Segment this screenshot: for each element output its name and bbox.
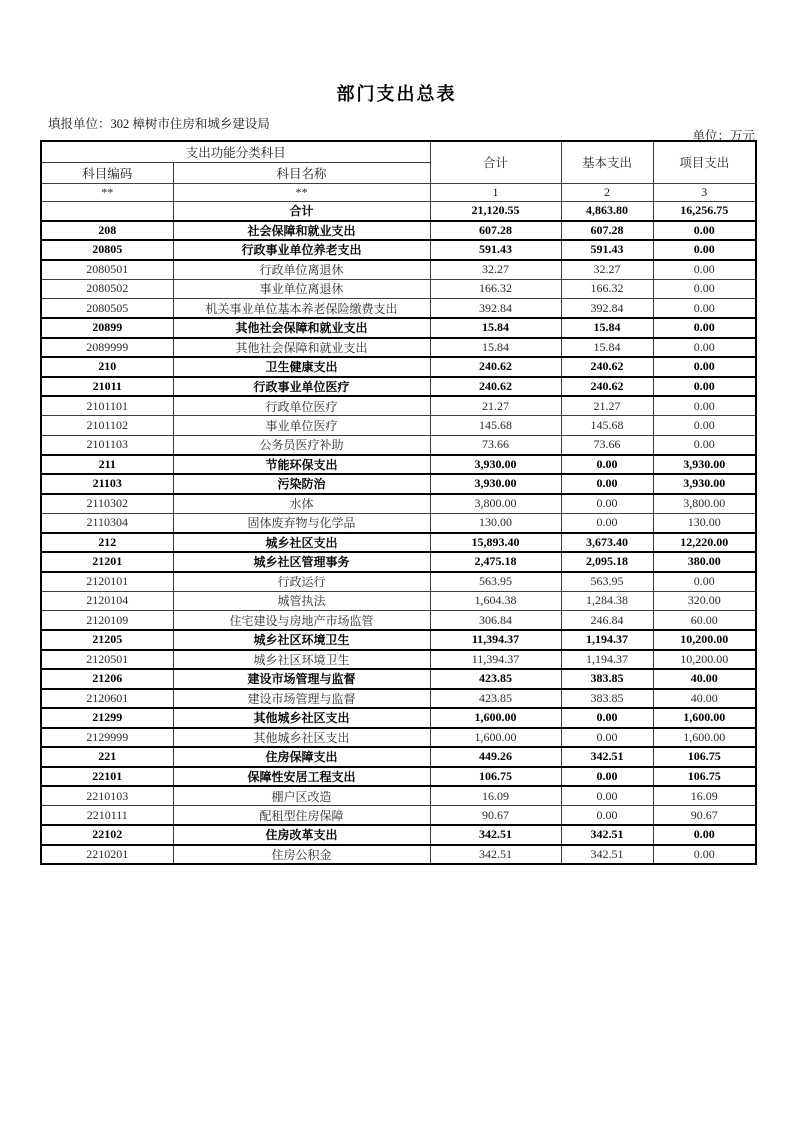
table-row — [41, 747, 756, 767]
cell-code: 2080501 — [41, 260, 173, 280]
cell-basic: 21.27 — [561, 396, 653, 416]
cell-project: 90.67 — [653, 806, 756, 826]
cell-name: 行政单位离退休 — [173, 260, 430, 280]
table-row — [41, 474, 756, 494]
cell-name: 其他社会保障和就业支出 — [173, 338, 430, 358]
cell-code: 21103 — [41, 474, 173, 494]
cell-basic: 15.84 — [561, 338, 653, 358]
cell-basic: 240.62 — [561, 377, 653, 397]
table-row — [41, 318, 756, 338]
cell-basic: 0.00 — [561, 708, 653, 728]
cell-project: 0.00 — [653, 825, 756, 845]
cell-code: 211 — [41, 455, 173, 475]
cell-code: 21201 — [41, 552, 173, 572]
cell-total: 130.00 — [430, 513, 561, 533]
cell-project: 60.00 — [653, 611, 756, 631]
cell-project: 12,220.00 — [653, 533, 756, 553]
cell-name: 机关事业单位基本养老保险缴费支出 — [173, 299, 430, 319]
cell-project: 40.00 — [653, 689, 756, 709]
cell-project: 1,600.00 — [653, 728, 756, 748]
cell-basic: 591.43 — [561, 240, 653, 260]
cell-basic: 32.27 — [561, 260, 653, 280]
cell-total: 1,600.00 — [430, 708, 561, 728]
cell-name: 城管执法 — [173, 591, 430, 611]
cell-total: 423.85 — [430, 689, 561, 709]
table-row — [41, 650, 756, 670]
table-row — [41, 377, 756, 397]
cell-project: 106.75 — [653, 747, 756, 767]
cell-project: 0.00 — [653, 377, 756, 397]
table-row — [41, 299, 756, 319]
cell-name: 社会保障和就业支出 — [173, 221, 430, 241]
cell-total: 563.95 — [430, 572, 561, 592]
cell-project: 0.00 — [653, 338, 756, 358]
header-function-group: 支出功能分类科目 — [41, 141, 430, 162]
cell-basic: 0.00 — [561, 786, 653, 806]
cell-total: 342.51 — [430, 825, 561, 845]
cell-total: 240.62 — [430, 357, 561, 377]
cell-name: 节能环保支出 — [173, 455, 430, 475]
cell-name: 合计 — [173, 201, 430, 221]
star-total: 1 — [430, 183, 561, 201]
cell-project: 106.75 — [653, 767, 756, 787]
table-row — [41, 689, 756, 709]
table-row — [41, 357, 756, 377]
cell-basic: 73.66 — [561, 435, 653, 455]
table-row — [41, 240, 756, 260]
cell-code: 21011 — [41, 377, 173, 397]
cell-total: 423.85 — [430, 669, 561, 689]
cell-project: 0.00 — [653, 396, 756, 416]
cell-basic: 342.51 — [561, 845, 653, 865]
table-header — [41, 141, 756, 201]
cell-name: 住房公积金 — [173, 845, 430, 865]
table-row — [41, 221, 756, 241]
cell-name: 城乡社区环境卫生 — [173, 650, 430, 670]
cell-code: 2210103 — [41, 786, 173, 806]
cell-total: 15,893.40 — [430, 533, 561, 553]
cell-basic: 0.00 — [561, 728, 653, 748]
cell-code: 20805 — [41, 240, 173, 260]
table-row — [41, 552, 756, 572]
cell-basic: 383.85 — [561, 689, 653, 709]
cell-basic: 607.28 — [561, 221, 653, 241]
cell-total: 306.84 — [430, 611, 561, 631]
cell-code: 2101103 — [41, 435, 173, 455]
cell-basic: 0.00 — [561, 513, 653, 533]
cell-name: 水体 — [173, 494, 430, 514]
cell-project: 0.00 — [653, 221, 756, 241]
table-row — [41, 396, 756, 416]
table-row — [41, 786, 756, 806]
table-row — [41, 767, 756, 787]
table-row — [41, 708, 756, 728]
cell-total: 240.62 — [430, 377, 561, 397]
cell-name: 建设市场管理与监督 — [173, 689, 430, 709]
cell-name: 配租型住房保障 — [173, 806, 430, 826]
cell-code: 2120501 — [41, 650, 173, 670]
cell-name: 城乡社区管理事务 — [173, 552, 430, 572]
table-row — [41, 630, 756, 650]
cell-name: 行政单位医疗 — [173, 396, 430, 416]
cell-basic: 246.84 — [561, 611, 653, 631]
cell-basic: 4,863.80 — [561, 201, 653, 221]
cell-basic: 2,095.18 — [561, 552, 653, 572]
cell-code: 2080505 — [41, 299, 173, 319]
cell-code: 2110304 — [41, 513, 173, 533]
cell-total: 15.84 — [430, 338, 561, 358]
cell-basic: 240.62 — [561, 357, 653, 377]
cell-total: 16.09 — [430, 786, 561, 806]
cell-total: 15.84 — [430, 318, 561, 338]
unit-note-label: 单位：万元 — [692, 129, 755, 143]
cell-basic: 392.84 — [561, 299, 653, 319]
cell-project: 3,930.00 — [653, 455, 756, 475]
cell-code: 208 — [41, 221, 173, 241]
cell-code — [41, 201, 173, 221]
cell-code: 2089999 — [41, 338, 173, 358]
cell-project: 16.09 — [653, 786, 756, 806]
cell-name: 事业单位离退休 — [173, 279, 430, 299]
table-row — [41, 591, 756, 611]
report-unit-label: 填报单位：302 樟树市住房和城乡建设局 — [48, 117, 270, 131]
header-total: 合计 — [430, 141, 561, 183]
cell-project: 1,600.00 — [653, 708, 756, 728]
cell-project: 3,930.00 — [653, 474, 756, 494]
cell-name: 建设市场管理与监督 — [173, 669, 430, 689]
table-row — [41, 260, 756, 280]
cell-basic: 0.00 — [561, 767, 653, 787]
table-row — [41, 416, 756, 436]
cell-basic: 0.00 — [561, 806, 653, 826]
cell-name: 棚户区改造 — [173, 786, 430, 806]
table-row — [41, 806, 756, 826]
cell-project: 0.00 — [653, 240, 756, 260]
cell-name: 其他城乡社区支出 — [173, 708, 430, 728]
star-basic: 2 — [561, 183, 653, 201]
table-row — [41, 435, 756, 455]
header-project: 项目支出 — [653, 141, 756, 183]
cell-code: 2101102 — [41, 416, 173, 436]
cell-basic: 563.95 — [561, 572, 653, 592]
cell-basic: 145.68 — [561, 416, 653, 436]
table-row — [41, 338, 756, 358]
table-row — [41, 728, 756, 748]
expenditure-table — [40, 140, 757, 865]
cell-total: 342.51 — [430, 845, 561, 865]
cell-name: 公务员医疗补助 — [173, 435, 430, 455]
cell-project: 0.00 — [653, 845, 756, 865]
cell-total: 3,930.00 — [430, 474, 561, 494]
table-row — [41, 845, 756, 865]
cell-code: 221 — [41, 747, 173, 767]
cell-name: 卫生健康支出 — [173, 357, 430, 377]
cell-total: 449.26 — [430, 747, 561, 767]
cell-total: 11,394.37 — [430, 650, 561, 670]
header-basic: 基本支出 — [561, 141, 653, 183]
table-row — [41, 572, 756, 592]
cell-project: 0.00 — [653, 279, 756, 299]
cell-total: 73.66 — [430, 435, 561, 455]
table-row — [41, 533, 756, 553]
cell-total: 2,475.18 — [430, 552, 561, 572]
cell-total: 392.84 — [430, 299, 561, 319]
cell-name: 城乡社区环境卫生 — [173, 630, 430, 650]
cell-total: 11,394.37 — [430, 630, 561, 650]
cell-project: 130.00 — [653, 513, 756, 533]
cell-project: 0.00 — [653, 357, 756, 377]
cell-code: 21206 — [41, 669, 173, 689]
cell-name: 保障性安居工程支出 — [173, 767, 430, 787]
cell-code: 210 — [41, 357, 173, 377]
page-title: 部门支出总表 — [336, 84, 457, 104]
table-row — [41, 611, 756, 631]
cell-name: 城乡社区支出 — [173, 533, 430, 553]
cell-basic: 342.51 — [561, 747, 653, 767]
table-row — [41, 279, 756, 299]
table-row — [41, 455, 756, 475]
cell-name: 行政运行 — [173, 572, 430, 592]
cell-project: 10,200.00 — [653, 630, 756, 650]
cell-name: 住宅建设与房地产市场监管 — [173, 611, 430, 631]
header-name: 科目名称 — [173, 162, 430, 183]
star-name: ** — [173, 183, 430, 201]
cell-total: 591.43 — [430, 240, 561, 260]
cell-code: 22102 — [41, 825, 173, 845]
cell-code: 2210201 — [41, 845, 173, 865]
cell-project: 0.00 — [653, 318, 756, 338]
cell-project: 0.00 — [653, 299, 756, 319]
header-row-group — [41, 141, 756, 162]
table-row — [41, 201, 756, 221]
table-body — [41, 201, 756, 864]
cell-code: 2210111 — [41, 806, 173, 826]
cell-name: 住房改革支出 — [173, 825, 430, 845]
cell-code: 2120109 — [41, 611, 173, 631]
star-code: ** — [41, 183, 173, 201]
cell-total: 607.28 — [430, 221, 561, 241]
cell-code: 2120104 — [41, 591, 173, 611]
cell-name: 其他社会保障和就业支出 — [173, 318, 430, 338]
cell-code: 20899 — [41, 318, 173, 338]
cell-code: 212 — [41, 533, 173, 553]
cell-name: 行政事业单位医疗 — [173, 377, 430, 397]
table-row — [41, 494, 756, 514]
cell-basic: 383.85 — [561, 669, 653, 689]
cell-name: 污染防治 — [173, 474, 430, 494]
cell-code: 2120601 — [41, 689, 173, 709]
cell-total: 21.27 — [430, 396, 561, 416]
cell-total: 32.27 — [430, 260, 561, 280]
cell-basic: 15.84 — [561, 318, 653, 338]
cell-total: 3,930.00 — [430, 455, 561, 475]
cell-code: 2080502 — [41, 279, 173, 299]
cell-total: 3,800.00 — [430, 494, 561, 514]
cell-total: 106.75 — [430, 767, 561, 787]
cell-total: 1,600.00 — [430, 728, 561, 748]
cell-basic: 342.51 — [561, 825, 653, 845]
cell-total: 90.67 — [430, 806, 561, 826]
cell-name: 住房保障支出 — [173, 747, 430, 767]
cell-basic: 166.32 — [561, 279, 653, 299]
table-row — [41, 825, 756, 845]
cell-basic: 0.00 — [561, 474, 653, 494]
header-row-star — [41, 183, 756, 201]
cell-total: 21,120.55 — [430, 201, 561, 221]
cell-basic: 1,194.37 — [561, 630, 653, 650]
cell-code: 2120101 — [41, 572, 173, 592]
cell-name: 事业单位医疗 — [173, 416, 430, 436]
cell-total: 166.32 — [430, 279, 561, 299]
cell-project: 16,256.75 — [653, 201, 756, 221]
cell-project: 320.00 — [653, 591, 756, 611]
cell-name: 行政事业单位养老支出 — [173, 240, 430, 260]
cell-project: 0.00 — [653, 416, 756, 436]
cell-code: 2129999 — [41, 728, 173, 748]
cell-code: 2101101 — [41, 396, 173, 416]
table-row — [41, 669, 756, 689]
cell-basic: 3,673.40 — [561, 533, 653, 553]
cell-name: 其他城乡社区支出 — [173, 728, 430, 748]
cell-project: 0.00 — [653, 435, 756, 455]
cell-basic: 1,284.38 — [561, 591, 653, 611]
cell-project: 3,800.00 — [653, 494, 756, 514]
cell-code: 2110302 — [41, 494, 173, 514]
star-project: 3 — [653, 183, 756, 201]
cell-code: 21205 — [41, 630, 173, 650]
table-row — [41, 513, 756, 533]
cell-name: 固体废弃物与化学品 — [173, 513, 430, 533]
cell-project: 0.00 — [653, 260, 756, 280]
cell-project: 380.00 — [653, 552, 756, 572]
cell-project: 10,200.00 — [653, 650, 756, 670]
cell-project: 0.00 — [653, 572, 756, 592]
cell-code: 21299 — [41, 708, 173, 728]
cell-code: 22101 — [41, 767, 173, 787]
cell-total: 1,604.38 — [430, 591, 561, 611]
cell-total: 145.68 — [430, 416, 561, 436]
header-code: 科目编码 — [41, 162, 173, 183]
cell-basic: 0.00 — [561, 455, 653, 475]
cell-project: 40.00 — [653, 669, 756, 689]
cell-basic: 1,194.37 — [561, 650, 653, 670]
cell-basic: 0.00 — [561, 494, 653, 514]
